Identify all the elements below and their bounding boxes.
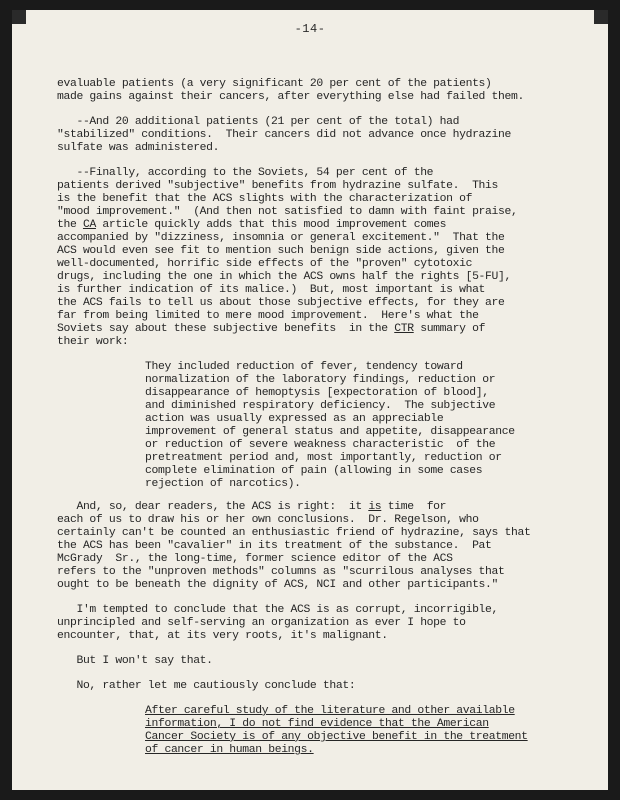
- paragraph-stabilized: [57, 116, 577, 155]
- paragraph-tempted: [57, 604, 577, 643]
- text-line: is the benefit that the ACS slights with the characterization of: [57, 193, 473, 205]
- document-page: [12, 10, 608, 790]
- text-line: the ACS fails to tell us about those subjective effects, for they are: [57, 297, 505, 309]
- text-line: "mood improvement." (And then not satisfied to damn with faint praise,: [57, 206, 518, 218]
- quote-line: They included reduction of fever, tendency toward: [145, 361, 463, 373]
- conclusion-line: Cancer Society is of any objective benefit in the treatment: [145, 731, 528, 743]
- text-line: [57, 219, 577, 232]
- text-segment: Soviets say about these subjective benefits in the: [57, 323, 395, 335]
- text-line: made gains against their cancers, after everything else had failed them.: [57, 91, 524, 103]
- text-line: ACS would even see fit to mention such benign side actions, given the: [57, 245, 505, 257]
- quote-line: and diminished respiratory deficiency. The subjective: [145, 400, 496, 412]
- text-line: sulfate was administered.: [57, 142, 220, 154]
- paragraph-acs-is-right: [57, 501, 577, 592]
- text-line: McGrady Sr., the long-time, former science editor of the ACS: [57, 553, 453, 565]
- underlined-conclusion: [145, 705, 577, 757]
- text-line: [57, 323, 577, 336]
- text-line: --And 20 additional patients (21 per cent of the total) had: [57, 116, 460, 128]
- quote-line: complete elimination of pain (allowing in some cases: [145, 465, 483, 477]
- underlined-ca-reference: CA: [82, 219, 96, 231]
- quote-line: rejection of narcotics).: [145, 478, 301, 490]
- text-line: No, rather let me cautiously conclude that:: [57, 680, 356, 692]
- conclusion-line: After careful study of the literature and other available: [145, 705, 515, 717]
- paragraph-subjective-benefits: [57, 167, 577, 349]
- quote-line: pretreatment period and, most importantly, reduction or: [145, 452, 502, 464]
- paragraph-evaluable-patients: [57, 78, 577, 104]
- text-line: "stabilized" conditions. Their cancers did not advance once hydrazine: [57, 129, 511, 141]
- text-line: far from being limited to mere mood improvement. Here's what the: [57, 310, 479, 322]
- text-line: the ACS has been "cavalier" in its treatment of the substance. Pat: [57, 540, 492, 552]
- quote-line: normalization of the laboratory findings, reduction or: [145, 374, 496, 386]
- underlined-is: is: [368, 501, 382, 513]
- block-quote: [145, 361, 577, 491]
- text-line: unprincipled and self-serving an organization as ever I hope to: [57, 617, 466, 629]
- text-line: is further indication of its malice.) But, most important is what: [57, 284, 486, 296]
- text-line: accompanied by "dizziness, insomnia or general excitement." That the: [57, 232, 505, 244]
- text-line: [57, 501, 577, 514]
- paragraph-cautiously: [57, 680, 577, 693]
- quote-line: improvement of general status and appetite, disappearance: [145, 426, 515, 438]
- quote-line: action was usually expressed as an appreciable: [145, 413, 444, 425]
- body-text: [57, 78, 577, 757]
- paragraph-wont-say: [57, 655, 577, 668]
- quote-line: disappearance of hemoptysis [expectoration of blood],: [145, 387, 489, 399]
- conclusion-line: information, I do not find evidence that the American: [145, 718, 489, 730]
- text-line: certainly can't be counted an enthusiastic friend of hydrazine, says that: [57, 527, 531, 539]
- text-line: But I won't say that.: [57, 655, 213, 667]
- text-segment: And, so, dear readers, the ACS is right: it: [57, 501, 369, 513]
- text-line: well-documented, horrific side effects of the "proven" cytotoxic: [57, 258, 473, 270]
- text-line: --Finally, according to the Soviets, 54 per cent of the: [57, 167, 434, 179]
- page-number: -14-: [294, 22, 326, 36]
- text-line: patients derived "subjective" benefits from hydrazine sulfate. This: [57, 180, 499, 192]
- text-segment: summary of: [413, 323, 486, 335]
- quote-line: or reduction of severe weakness characteristic of the: [145, 439, 496, 451]
- text-line: their work:: [57, 336, 129, 348]
- text-line: encounter, that, at its very roots, it's malignant.: [57, 630, 388, 642]
- text-segment: the: [57, 219, 83, 231]
- text-segment: article quickly adds that this mood improvement comes: [95, 219, 447, 231]
- text-segment: time for: [381, 501, 447, 513]
- text-line: I'm tempted to conclude that the ACS is as corrupt, incorrigible,: [57, 604, 499, 616]
- conclusion-line: of cancer in human beings.: [145, 744, 314, 756]
- text-line: evaluable patients (a very significant 20 per cent of the patients): [57, 78, 492, 90]
- underlined-ctr-reference: CTR: [394, 323, 414, 335]
- text-line: drugs, including the one in which the ACS owns half the rights [5-FU],: [57, 271, 511, 283]
- text-line: refers to the "unproven methods" columns as "scurrilous analyses that: [57, 566, 505, 578]
- text-line: each of us to draw his or her own conclusions. Dr. Regelson, who: [57, 514, 479, 526]
- text-line: ought to be beneath the dignity of ACS, NCI and other participants.": [57, 579, 499, 591]
